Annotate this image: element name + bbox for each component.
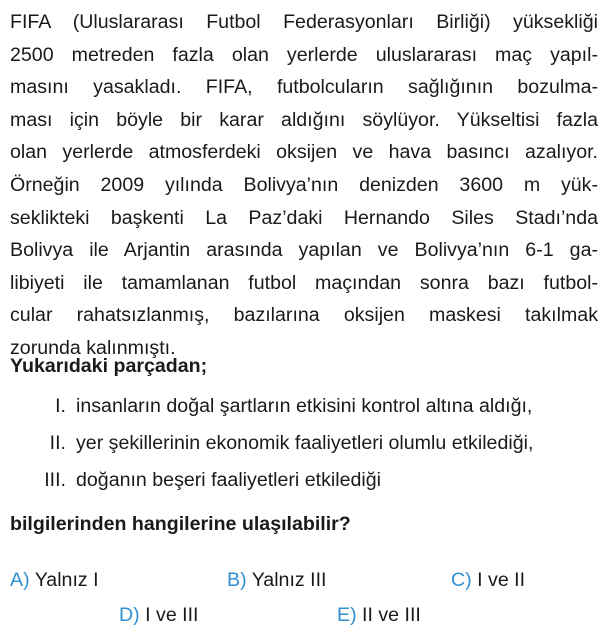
passage-line: FIFA (Uluslararası Futbol Federasyonları Birliği) yüksekliği xyxy=(10,11,598,33)
passage-text xyxy=(10,6,598,365)
option-text: I ve II xyxy=(477,569,526,591)
passage-line: Örneğin 2009 yılında Bolivya’nın denizden 3600 m yük- xyxy=(10,173,598,196)
option-letter: D) xyxy=(119,604,140,626)
answer-option-e[interactable] xyxy=(337,601,421,629)
option-text: Yalnız I xyxy=(34,569,99,591)
option-letter: E) xyxy=(337,604,357,626)
statement-text: insanların doğal şartların etkisini kontrol altına aldığı, xyxy=(76,395,533,417)
passage-line: seklikteki başkenti La Paz’daki Hernando Siles Stadı’nda xyxy=(10,206,598,229)
statement-item xyxy=(0,466,601,503)
answer-option-c[interactable] xyxy=(451,566,525,594)
option-letter: A) xyxy=(10,569,30,591)
answer-option-a[interactable] xyxy=(10,566,99,594)
question-prompt: bilgilerinden hangilerine ulaşılabilir? xyxy=(10,513,351,535)
passage-line: libiyeti ile tamamlanan futbol maçından sonra bazı futbol- xyxy=(10,271,598,294)
statement-number: III. xyxy=(44,469,66,491)
passage-line: Bolivya ile Arjantin arasında yapılan ve Bolivya’nın 6-1 ga- xyxy=(10,239,598,262)
option-text: Yalnız III xyxy=(251,569,327,591)
statement-text: doğanın beşeri faaliyetleri etkilediği xyxy=(76,469,381,491)
statement-item xyxy=(0,429,601,466)
question-stem: Yukarıdaki parçadan; xyxy=(10,355,208,377)
passage-line: masını yasakladı. FIFA, futbolcuların sağlığının bozulma- xyxy=(10,76,598,99)
passage-line: zorunda kalınmıştı. xyxy=(10,336,176,359)
passage-line: 2500 metreden fazla olan yerlerde uluslararası maç yapıl- xyxy=(10,43,598,66)
option-text: I ve III xyxy=(145,604,199,626)
statement-text: yer şekillerinin ekonomik faaliyetleri olumlu etkilediği, xyxy=(76,432,534,454)
answer-option-b[interactable] xyxy=(227,566,326,594)
statement-number: II. xyxy=(49,432,66,454)
statement-number: I. xyxy=(55,395,66,417)
option-letter: C) xyxy=(451,569,472,591)
option-text: II ve III xyxy=(362,604,421,626)
option-letter: B) xyxy=(227,569,247,591)
passage-line: olan yerlerde atmosferdeki oksijen ve hava basıncı azalıyor. xyxy=(10,141,598,164)
passage-line: ması için böyle bir karar aldığını söylüyor. Yükseltisi fazla xyxy=(10,108,598,131)
statement-list xyxy=(0,392,601,503)
passage-line: cular rahatsızlanmış, bazılarına oksijen maskesi takılmak xyxy=(10,304,598,327)
answer-option-d[interactable] xyxy=(119,601,199,629)
statement-item xyxy=(0,392,601,429)
